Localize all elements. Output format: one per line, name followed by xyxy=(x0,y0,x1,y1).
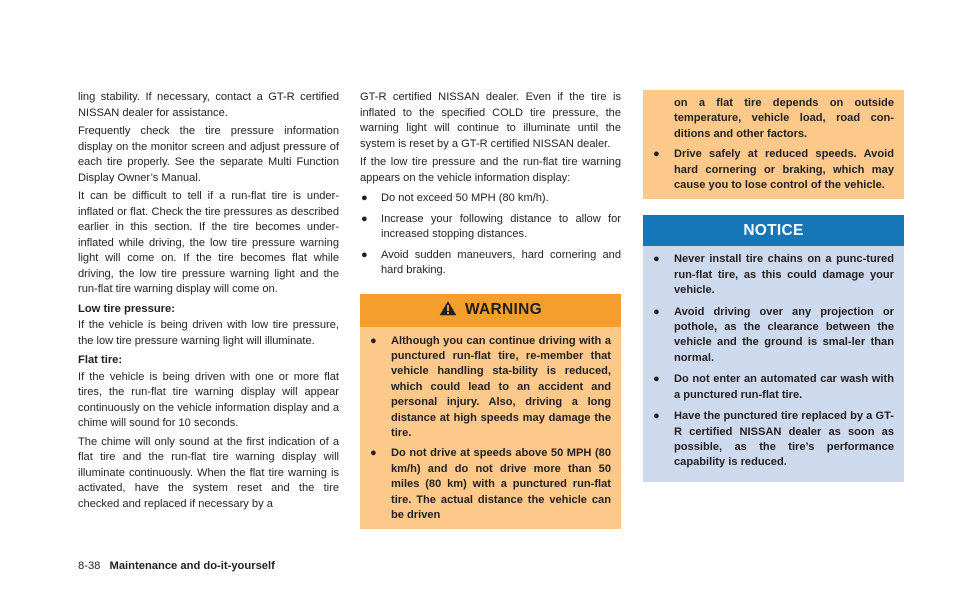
warning-list xyxy=(360,327,621,530)
list-item xyxy=(653,305,894,367)
list-item-text: Increase your following distance to allow for increased stopping distances. xyxy=(381,212,621,240)
bullet-icon: ● xyxy=(361,248,368,261)
notice-header xyxy=(643,215,904,246)
list-item-text: Avoid sudden maneuvers, hard cornering and hard braking. xyxy=(381,248,621,276)
warning-triangle-icon xyxy=(439,300,457,321)
warning-header xyxy=(360,294,621,327)
list-item-text: Although you can continue driving with a punctured run-flat tire, re-member that vehicle handling sta-bility is reduced, which could lead to an accident and personal injury. Also, driving a long distance at high speeds may damage the tire. xyxy=(391,334,611,439)
list-item-text: Do not drive at speeds above 50 MPH (80 km/h) and do not drive more than 50 miles (80 km) with a punctured run-flat tire. The actual distance the vehicle can be driven xyxy=(391,447,611,521)
bullet-icon: ● xyxy=(370,334,377,347)
subheading-low-tire-pressure: Low tire pressure: xyxy=(78,302,175,315)
paragraph: GT-R certified NISSAN dealer. Even if the tire is inflated to the specified COLD tire pressure, the warning light will continue to illuminate until the system is reset by a GT-R certified NISSAN dealer. xyxy=(360,91,621,150)
warning-list xyxy=(653,142,894,193)
column-right xyxy=(643,90,904,482)
list-item xyxy=(360,212,621,243)
bullet-icon: ● xyxy=(653,373,660,386)
bullet-icon: ● xyxy=(653,253,660,266)
list-item-text: Drive safely at reduced speeds. Avoid hard cornering or braking, which may cause you to lose control of the vehicle. xyxy=(674,148,894,192)
column-middle xyxy=(360,90,621,529)
bullet-icon: ● xyxy=(653,410,660,423)
list-item xyxy=(653,147,894,193)
page-number: 8-38 xyxy=(78,560,101,572)
list-item xyxy=(360,191,621,207)
paragraph: ling stability. If necessary, contact a GT-R certified NISSAN dealer for assistance. xyxy=(78,91,339,119)
list-item xyxy=(653,409,894,471)
paragraph: If the vehicle is being driven with one or more flat tires, the run-flat tire warning display will appear continuously on the vehicle information display and a chime will sound for 10 seconds. xyxy=(78,370,339,429)
notice-title: NOTICE xyxy=(743,221,804,239)
list-item-text: Avoid driving over any projection or pothole, as the clearance between the vehicle and the ground is smal-ler than normal. xyxy=(674,305,894,364)
bullet-icon: ● xyxy=(370,447,377,460)
notice-box xyxy=(643,215,904,481)
paragraph: Frequently check the tire pressure information display on the monitor screen and adjust pressure of each tire properly. See the separate Multi Function Display Owner’s Manual. xyxy=(78,125,339,184)
list-item-text: Do not enter an automated car wash with a punctured run-flat tire. xyxy=(674,373,894,401)
bullet-list xyxy=(360,191,621,279)
paragraph: It can be difficult to tell if a run-flat tire is under-inflated or flat. Check the tire pressures as described earlier in this section. If the tire becomes under-inflated while driving, the low tire pressure warning light will come on. If the tire becomes flat while driving, the low tire pressure warning light and the run-flat tire warning display will come on. xyxy=(78,190,339,295)
list-item xyxy=(653,252,894,298)
notice-list xyxy=(643,246,904,481)
list-item xyxy=(370,334,611,442)
bullet-icon: ● xyxy=(653,305,660,318)
bullet-icon: ● xyxy=(361,192,368,204)
bullet-icon: ● xyxy=(361,212,368,225)
list-item-text: Have the punctured tire replaced by a GT-R certified NISSAN dealer as soon as possible, as the tire’s performance capability is reduced. xyxy=(674,410,894,469)
paragraph: If the low tire pressure and the run-flat tire warning appears on the vehicle information display: xyxy=(360,156,621,184)
column-left xyxy=(78,90,339,515)
paragraph: If the vehicle is being driven with low tire pressure, the low tire pressure warning light will illuminate. xyxy=(78,319,339,347)
warning-title: WARNING xyxy=(464,301,542,318)
warning-box-continued xyxy=(643,90,904,199)
page-footer xyxy=(78,560,275,572)
paragraph: The chime will only sound at the first indication of a flat tire and the run-flat tire warning display will illuminate continuously. When the flat tire warning is activated, have the system reset and the tire checked and replaced if necessary by a xyxy=(78,435,339,510)
warning-box xyxy=(360,294,621,530)
list-item xyxy=(653,372,894,403)
bullet-icon: ● xyxy=(653,148,660,161)
warning-continued-text: on a flat tire depends on outside temperature, vehicle load, road con-ditions and other factors. xyxy=(674,97,894,140)
list-item-text: Never install tire chains on a punc-tured run-flat tire, as this could damage your vehicle. xyxy=(674,253,894,297)
list-item xyxy=(360,248,621,279)
subheading-flat-tire: Flat tire: xyxy=(78,354,123,366)
list-item xyxy=(370,446,611,523)
section-title: Maintenance and do-it-yourself xyxy=(109,560,275,572)
list-item-text: Do not exceed 50 MPH (80 km/h). xyxy=(381,192,549,204)
